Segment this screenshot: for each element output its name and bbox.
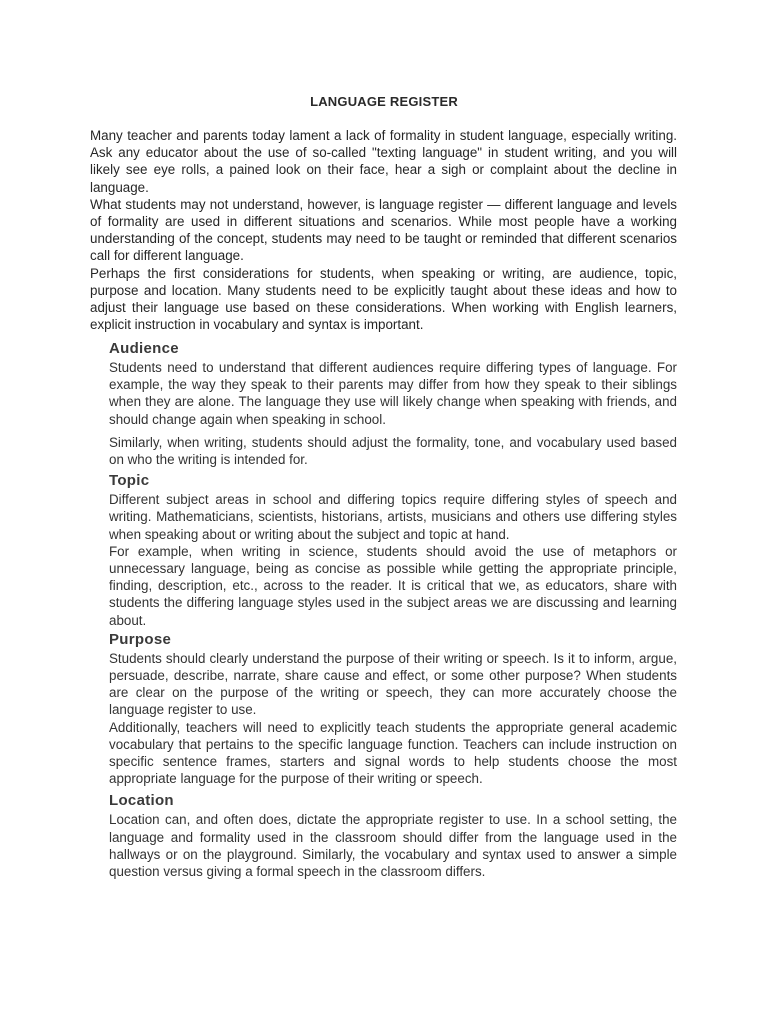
- section-audience: [109, 339, 677, 468]
- intro-paragraph: Perhaps the first considerations for students, when speaking or writing, are audience, topic, purpose and location. Many students need to be explicitly taught about these ideas and how to adjust their language use based on these considerations. When working with English learners, explicit instruction in vocabulary and syntax is important.: [90, 265, 677, 333]
- section-topic: [109, 471, 677, 629]
- section-paragraph: Students need to understand that different audiences require differing types of language. For example, the way they speak to their parents may differ from how they speak to their siblings when they are alone. The language they use will likely change when speaking with friends, and should change again when speaking in school.: [109, 360, 677, 427]
- section-paragraph: Location can, and often does, dictate the appropriate register to use. In a school setting, the language and formality used in the classroom should differ from the language used in the hallways or on the playground. Similarly, the vocabulary and syntax used to answer a simple question versus giving a formal speech in the classroom differs.: [109, 812, 677, 880]
- intro-paragraph: Many teacher and parents today lament a lack of formality in student language, especially writing. Ask any educator about the use of so-called "texting language" in student writing, and you will likely see eye rolls, a pained look on their face, hear a sigh or complaint about the decline in language.: [90, 128, 677, 195]
- section-location: [109, 791, 677, 880]
- section-heading-purpose: Purpose: [109, 630, 172, 648]
- section-paragraph: Additionally, teachers will need to explicitly teach students the appropriate general academic vocabulary that pertains to the specific language function. Teachers can include instruction on specific sentence frames, starters and signal words to help students choose the most appropriate language for the purpose of their writing or speech.: [109, 719, 677, 787]
- section-purpose: [109, 630, 677, 788]
- section-heading-audience: Audience: [109, 340, 179, 357]
- section-paragraph: Different subject areas in school and differing topics require differing styles of speech and writing. Mathematicians, scientists, historians, artists, musicians and others use differing styles when speaking about or writing about the subject and topic at hand.: [109, 492, 677, 542]
- section-paragraph: For example, when writing in science, students should avoid the use of metaphors or unnecessary language, being as concise as possible while getting the appropriate principle, finding, description, etc., across to the reader. It is critical that we, as educators, share with students the differing language styles used in the subject areas we are discussing and learning about.: [109, 543, 677, 628]
- intro-section: [90, 127, 677, 333]
- section-paragraph: Students should clearly understand the purpose of their writing or speech. Is it to inform, argue, persuade, describe, narrate, share cause and effect, or some other purpose? When students are clear on the purpose of the writing or speech, they can more accurately choose the language register to use.: [109, 650, 677, 718]
- section-paragraph: Similarly, when writing, students should adjust the formality, tone, and vocabulary used based on who the writing is intended for.: [109, 434, 677, 468]
- document-title: LANGUAGE REGISTER: [310, 94, 458, 109]
- section-heading-topic: Topic: [109, 472, 150, 490]
- section-heading-location: Location: [109, 792, 174, 810]
- sections-container: [109, 339, 677, 880]
- intro-paragraph: What students may not understand, however, is language register — different language and levels of formality are used in different situations and scenarios. While most people have a working understanding of the concept, students may need to be taught or reminded that different scenarios call for different language.: [90, 196, 677, 264]
